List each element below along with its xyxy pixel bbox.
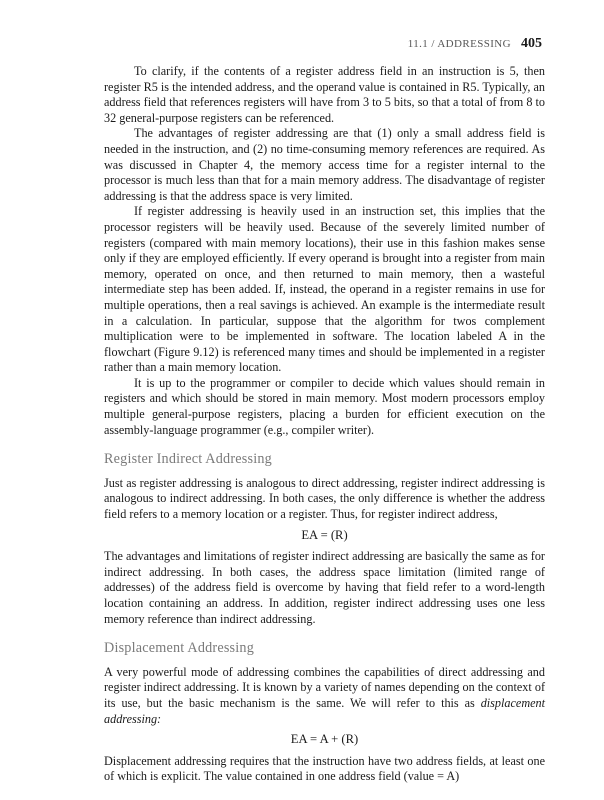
page-number: 405 (521, 36, 542, 51)
paragraph-displacement-intro (104, 665, 545, 727)
paragraph-register-indirect-advantages: The advantages and limitations of register indirect addressing are basically the same as for indirect addressing. In both cases, the address space limitation (limited range of addresses) of the address field is overcome by having that field refer to a word-length location containing an address. In addition, register indirect addressing uses one less memory reference than indirect addressing. (104, 549, 545, 626)
paragraph-register-advantages: The advantages of register addressing are that (1) only a small address field is needed in the instruction, and (2) no time-consuming memory references are required. As was discussed in Chapter 4, the memory access time for a register internal to the processor is much less than that for a main memory address. The disadvantage of register addressing is that the address space is very limited. (104, 126, 545, 203)
displacement-term: displacement addressing: (104, 695, 546, 726)
displacement-intro-text: A very powerful mode of addressing combines the capabilities of direct addressing and register indirect addressing. It is known by a variety of names depending on the context of its use, but the basic mechanism is the same. We will refer to this as (104, 664, 545, 710)
paragraph-register-indirect-intro: Just as register addressing is analogous to direct addressing, register indirect addressing is analogous to indirect addressing. In both cases, the only difference is whether the address field refers to a memory location or a register. Thus, for register indirect address, (104, 475, 545, 522)
page-body (104, 64, 545, 785)
paragraph-register-allocation: It is up to the programmer or compiler to decide which values should remain in registers and which should be stored in main memory. Most modern processors employ multiple general-purpose registers, placing a burden for efficient execution on the assembly-language programmer (e.g., compiler writer). (104, 375, 545, 437)
running-header (408, 36, 542, 52)
heading-displacement: Displacement Addressing (104, 640, 254, 657)
heading-register-indirect: Register Indirect Addressing (104, 451, 272, 468)
equation-register-indirect: EA = (R) (301, 527, 348, 542)
paragraph-register-usage: If register addressing is heavily used in an instruction set, this implies that the processor registers will be heavily used. Because of the severely limited number of registers (compared with main memory locations), their use in this fashion makes sense only if they are employed efficiently. If every operand is brought into a register from main memory, operated on once, and then returned to main memory, then a wasteful intermediate step has been added. If, instead, the operand in a register remains in use for multiple operations, then a real savings is achieved. An example is the intermediate result in a calculation. In particular, suppose that the algorithm for twos complement multiplication were to be implemented in software. The location labeled A in the flowchart (Figure 9.12) is referenced many times and should be implemented in a register rather than a main memory location. (104, 204, 545, 375)
paragraph-register-field: To clarify, if the contents of a register address field in an instruction is 5, then register R5 is the intended address, and the operand value is contained in R5. Typically, an address field that references registers will have from 3 to 5 bits, so that a total of from 8 to 32 general-purpose registers can be referenced. (104, 64, 545, 125)
running-title: 11.1 / ADDRESSING (407, 38, 511, 50)
equation-displacement: EA = A + (R) (290, 732, 359, 747)
paragraph-displacement-fields: Displacement addressing requires that the instruction have two address fields, at least one of which is explicit. The value contained in one address field (value = A) (104, 753, 545, 784)
